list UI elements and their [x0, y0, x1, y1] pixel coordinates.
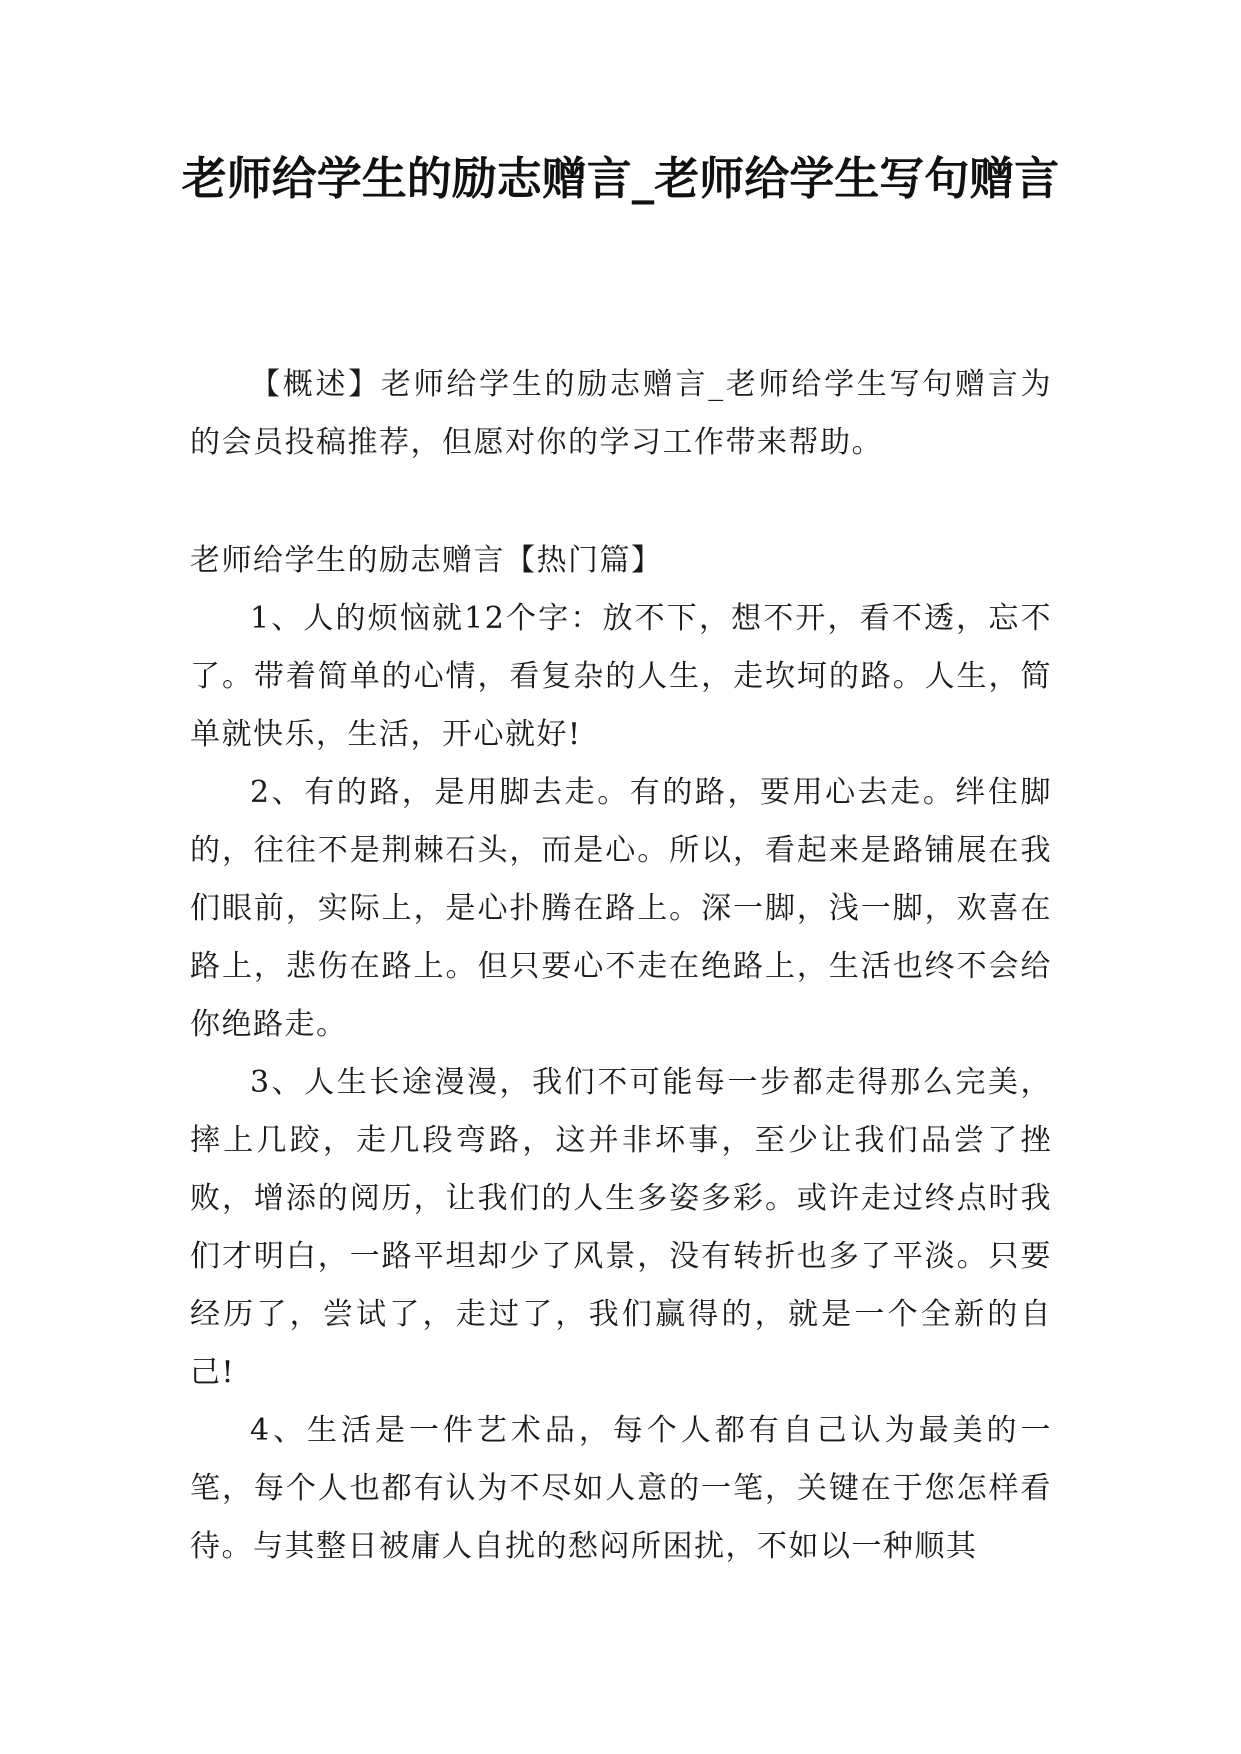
summary-paragraph: 【概述】老师给学生的励志赠言_老师给学生写句赠言为的会员投稿推荐，但愿对你的学习工作带来帮助。: [190, 367, 1052, 460]
body-paragraph: 3、人生长途漫漫，我们不可能每一步都走得那么完美，摔上几跤，走几段弯路，这并非坏事，至少让我们品尝了挫败，增添的阅历，让我们的人生多姿多彩。或许走过终点时我们才明白，一路平坦却少了风景，没有转折也多了平淡。只要经历了，尝试了，走过了，我们赢得的，就是一个全新的自己!: [190, 1065, 1052, 1390]
section-heading: 老师给学生的励志赠言【热门篇】: [190, 543, 663, 578]
document-title: 老师给学生的励志赠言_老师给学生写句赠言: [181, 152, 1060, 205]
body-paragraph: 4、生活是一件艺术品，每个人都有自己认为最美的一笔，每个人也都有认为不尽如人意的一笔，关键在于您怎样看待。与其整日被庸人自扰的愁闷所困扰，不如以一种顺其: [190, 1413, 1052, 1564]
body-paragraph: 1、人的烦恼就12个字：放不下，想不开，看不透，忘不了。带着简单的心情，看复杂的人生，走坎坷的路。人生，简单就快乐，生活，开心就好!: [190, 601, 1052, 752]
body-paragraph: 2、有的路，是用脚去走。有的路，要用心去走。绊住脚的，往往不是荆棘石头，而是心。所以，看起来是路铺展在我们眼前，实际上，是心扑腾在路上。深一脚，浅一脚，欢喜在路上，悲伤在路上。但只要心不走在绝路上，生活也终不会给你绝路走。: [190, 775, 1052, 1042]
document-body: [190, 356, 1052, 1576]
